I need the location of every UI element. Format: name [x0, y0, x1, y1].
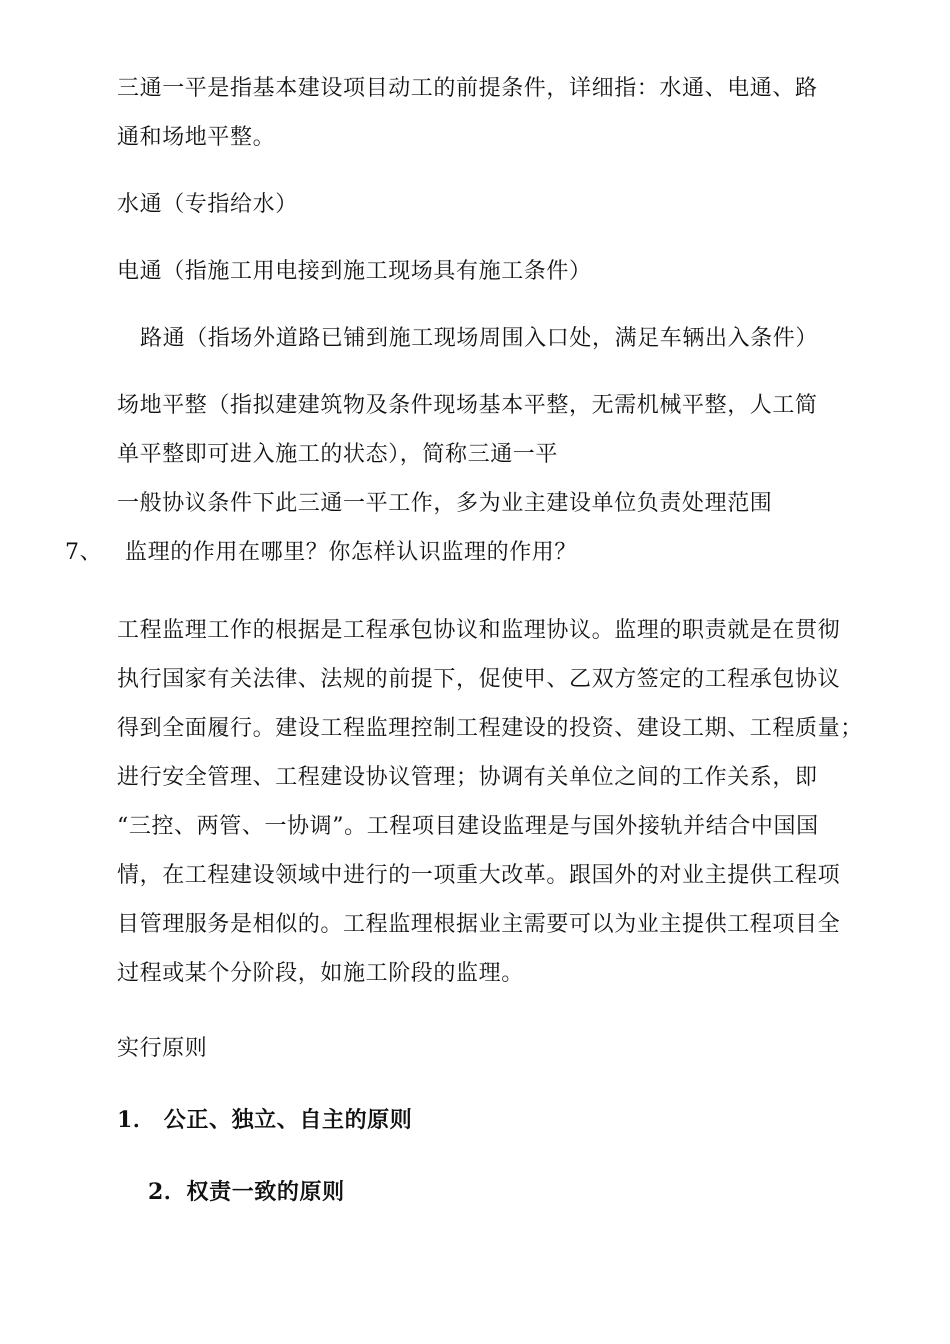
question-number: 7、: [65, 540, 103, 565]
answer-line: 情，在工程建设领域中进行的一项重大改革。跟国外的对业主提供工程项: [117, 863, 841, 888]
power-item: 电通（指施工用电接到施工现场具有施工条件）: [117, 259, 592, 284]
intro-line-1: 三通一平是指基本建设项目动工的前提条件，详细指：水通、电通、路: [117, 76, 818, 101]
question-text: 监理的作用在哪里？你怎样认识监理的作用？: [125, 540, 578, 565]
road-item: 路通（指场外道路已铺到施工现场周围入口处，满足车辆出入条件）: [140, 326, 819, 351]
answer-line: “三控、两管、一协调”。工程项目建设监理是与国外接轨并结合中国国: [117, 814, 819, 839]
answer-line: 进行安全管理、工程建设协议管理；协调有关单位之间的工作关系，即: [117, 765, 818, 790]
principles-heading: 实行原则: [117, 1036, 208, 1061]
intro-line-2: 通和场地平整。: [117, 125, 276, 150]
answer-line: 过程或某个分阶段，如施工阶段的监理。: [117, 961, 524, 986]
site-item-line-2: 单平整即可进入施工的状态），简称三通一平: [117, 442, 559, 467]
general-note: 一般协议条件下此三通一平工作，多为业主建设单位负责处理范围: [117, 491, 773, 516]
water-item: 水通（专指给水）: [117, 192, 298, 217]
answer-line: 得到全面履行。建设工程监理控制工程建设的投资、建设工期、工程质量；: [117, 716, 863, 741]
site-item-line-1: 场地平整（指拟建建筑物及条件现场基本平整，无需机械平整，人工简: [117, 393, 818, 418]
answer-line: 工程监理工作的根据是工程承包协议和监理协议。监理的职责就是在贯彻: [117, 618, 841, 643]
principle-1: 1． 公正、独立、自主的原则: [117, 1107, 413, 1133]
principle-2: 2．权责一致的原则: [148, 1179, 345, 1205]
answer-line: 目管理服务是相似的。工程监理根据业主需要可以为业主提供工程项目全: [117, 912, 841, 937]
answer-line: 执行国家有关法律、法规的前提下，促使甲、乙双方签定的工程承包协议: [117, 667, 841, 692]
